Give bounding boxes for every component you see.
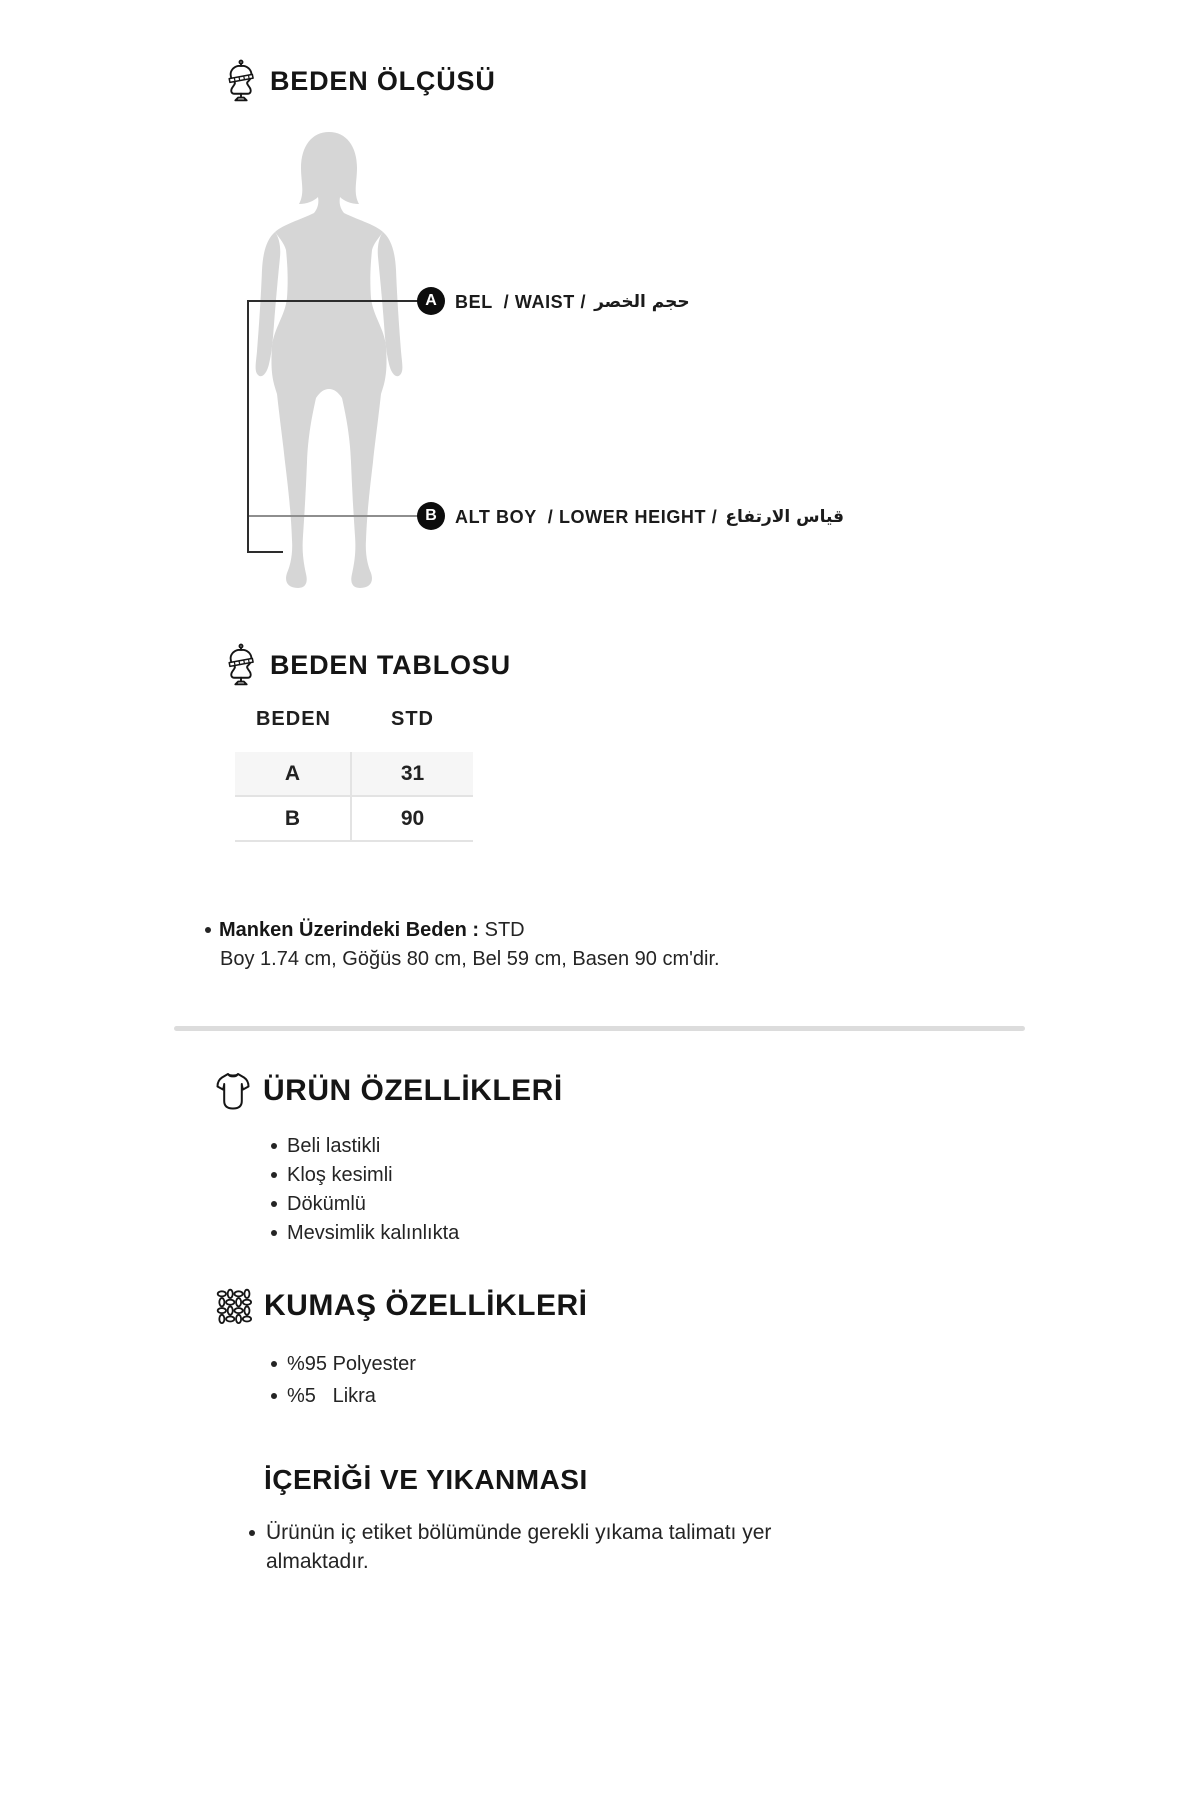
bullet-dot xyxy=(271,1201,277,1207)
label-b-latin: ALT BOY / LOWER HEIGHT / xyxy=(455,506,718,527)
size-table-title: BEDEN TABLOSU xyxy=(270,649,511,680)
bullet-dot xyxy=(205,927,211,933)
row-key: B xyxy=(235,797,352,840)
list-item: Dökümlü xyxy=(269,1190,769,1219)
measurement-label-b xyxy=(455,504,844,530)
marker-b-letter: B xyxy=(425,507,437,524)
label-b-arabic: قياس الارتفاع xyxy=(725,507,845,527)
column-header-beden: BEDEN xyxy=(255,708,331,730)
model-size-note-label: Manken Üzerindeki Beden : xyxy=(219,919,480,941)
row-value: 31 xyxy=(400,761,425,785)
table-row xyxy=(235,752,473,797)
marker-a xyxy=(417,287,445,315)
care-title: İÇERİĞİ VE YIKANMASI xyxy=(264,1464,588,1495)
list-item: %5 Likra xyxy=(269,1380,669,1412)
bullet-dot xyxy=(271,1361,277,1367)
list-item: Kloş kesimli xyxy=(269,1161,769,1190)
model-size-note xyxy=(205,916,845,974)
row-value: 90 xyxy=(400,806,425,830)
size-guide-header xyxy=(224,56,496,106)
product-features-list xyxy=(269,1132,769,1248)
model-size-note-value: STD xyxy=(484,919,525,941)
marker-a-letter: A xyxy=(425,292,437,309)
size-table-column-headers xyxy=(235,708,473,731)
measurement-line-b xyxy=(247,515,419,517)
model-size-note-line1 xyxy=(205,916,845,945)
label-a-latin: BEL / WAIST / xyxy=(455,291,587,312)
table-row xyxy=(235,797,473,842)
model-size-note-detail: Boy 1.74 cm, Göğüs 80 cm, Bel 59 cm, Basen 90 cm'dir. xyxy=(220,948,720,970)
care-note-text xyxy=(249,1518,869,1576)
column-header-std: STD xyxy=(391,708,434,730)
tshirt-icon xyxy=(216,1071,250,1111)
product-features-title: ÜRÜN ÖZELLİKLERİ xyxy=(263,1074,563,1107)
bullet-dot xyxy=(271,1393,277,1399)
female-body-silhouette xyxy=(240,130,440,590)
care-note xyxy=(249,1518,869,1576)
size-table-header xyxy=(224,640,511,690)
care-header xyxy=(264,1462,588,1498)
marker-b xyxy=(417,502,445,530)
fabric-features-list xyxy=(269,1348,669,1412)
list-item: Mevsimlik kalınlıkta xyxy=(269,1219,769,1248)
row-key: A xyxy=(235,752,352,795)
dress-form-icon xyxy=(224,58,258,104)
list-item: Beli lastikli xyxy=(269,1132,769,1161)
size-guide-title: BEDEN ÖLÇÜSÜ xyxy=(270,65,496,96)
fabric-weave-icon xyxy=(216,1285,252,1327)
measurement-bracket-vertical xyxy=(247,300,249,553)
measurement-line-a xyxy=(247,300,419,302)
section-divider xyxy=(174,1026,1025,1031)
list-item: %95 Polyester xyxy=(269,1348,669,1380)
dress-form-icon xyxy=(224,642,258,688)
bullet-dot xyxy=(249,1530,255,1536)
care-note-line1: Ürünün iç etiket bölümünde gerekli yıkama talimatı yer xyxy=(266,1521,772,1544)
bullet-dot xyxy=(271,1230,277,1236)
fabric-features-title: KUMAŞ ÖZELLİKLERİ xyxy=(264,1289,588,1322)
bullet-dot xyxy=(271,1143,277,1149)
bullet-dot xyxy=(271,1172,277,1178)
label-a-arabic: حجم الخصر xyxy=(594,292,690,312)
care-note-line2: almaktadır. xyxy=(266,1550,369,1573)
product-features-header xyxy=(216,1070,563,1112)
fabric-features-header xyxy=(216,1284,588,1328)
measurement-label-a xyxy=(455,289,690,315)
size-table xyxy=(235,752,473,842)
measurement-bracket-base xyxy=(247,551,283,553)
